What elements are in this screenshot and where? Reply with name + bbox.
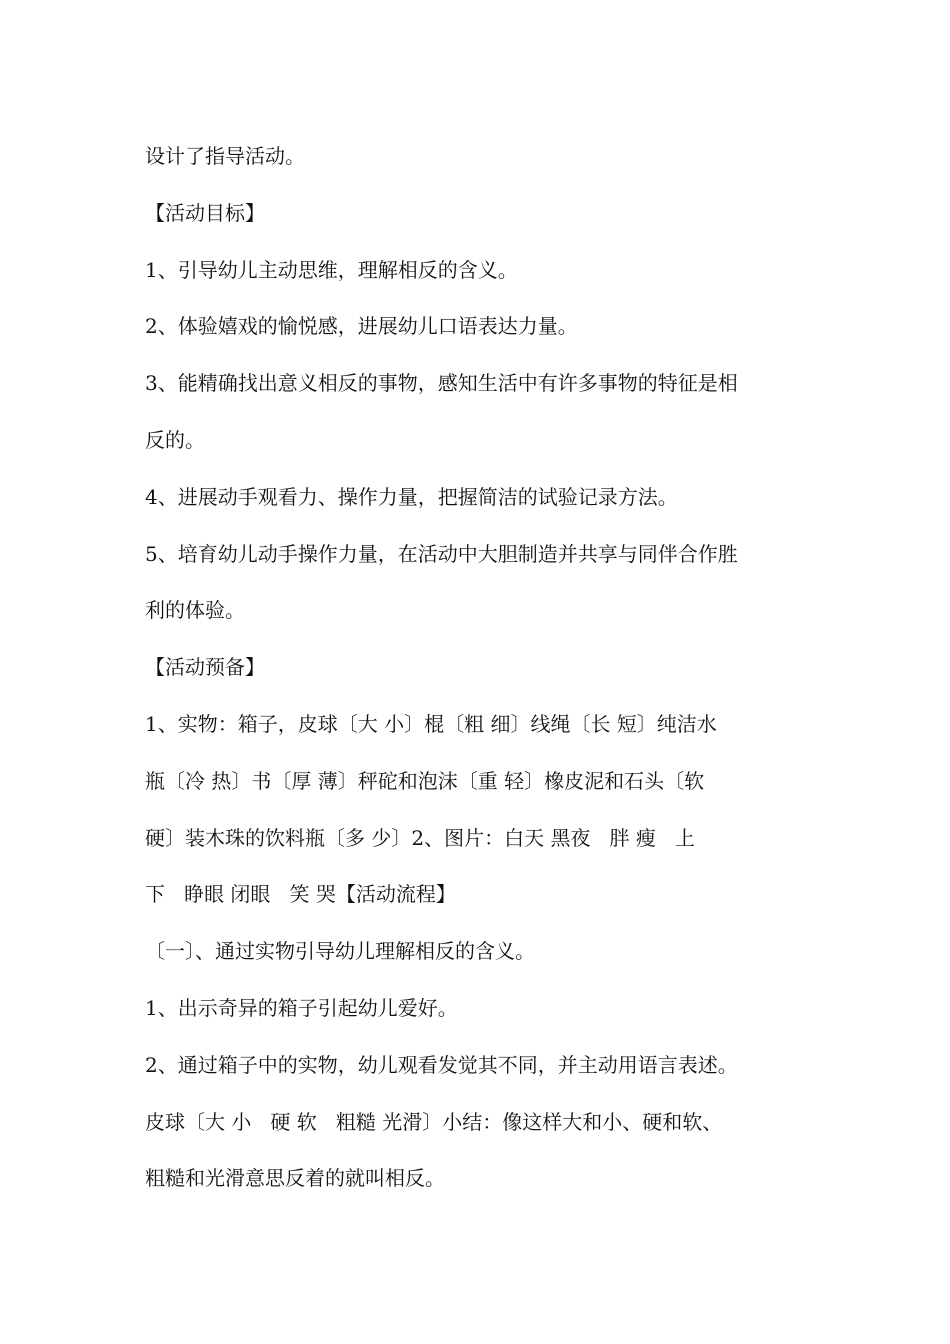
text-line: 4、进展动手观看力、操作力量，把握简洁的试验记录方法。 bbox=[145, 484, 678, 509]
text-line: 瓶〔冷 热〕书〔厚 薄〕秤砣和泡沫〔重 轻〕橡皮泥和石头〔软 bbox=[145, 768, 705, 793]
text-line: 设计了指导活动。 bbox=[145, 144, 305, 168]
text-line: 5、培育幼儿动手操作力量，在活动中大胆制造并共享与同伴合作胜 bbox=[145, 541, 738, 566]
text-line: 1、引导幼儿主动思维，理解相反的含义。 bbox=[145, 257, 518, 282]
section-heading-activity-goals: 【活动目标】 bbox=[145, 200, 265, 225]
text-line: 硬〕装木珠的饮料瓶〔多 少〕2、图片：白天 黑夜 胖 瘦 上 bbox=[145, 825, 695, 850]
text-line: 下 睁眼 闭眼 笑 哭【活动流程】 bbox=[145, 882, 456, 907]
text-line: 皮球〔大 小 硬 软 粗糙 光滑〕小结：像这样大和小、硬和软、 bbox=[145, 1109, 723, 1134]
text-line: 利的体验。 bbox=[145, 598, 245, 623]
text-line: 2、通过箱子中的实物，幼儿观看发觉其不同，并主动用语言表述。 bbox=[145, 1052, 738, 1077]
text-line: 2、体验嬉戏的愉悦感，进展幼儿口语表达力量。 bbox=[145, 314, 578, 339]
text-line: 反的。 bbox=[145, 427, 205, 452]
document-body bbox=[145, 128, 815, 1207]
text-line: 3、能精确找出意义相反的事物，感知生活中有许多事物的特征是相 bbox=[145, 371, 738, 396]
text-line: 〔一〕、通过实物引导幼儿理解相反的含义。 bbox=[145, 939, 535, 964]
section-heading-activity-preparation: 【活动预备】 bbox=[145, 655, 265, 680]
text-line: 1、实物：箱子，皮球〔大 小〕棍〔粗 细〕线绳〔长 短〕纯洁水 bbox=[145, 711, 717, 736]
text-line: 1、出示奇异的箱子引起幼儿爱好。 bbox=[145, 995, 458, 1020]
text-line: 粗糙和光滑意思反着的就叫相反。 bbox=[145, 1166, 445, 1191]
